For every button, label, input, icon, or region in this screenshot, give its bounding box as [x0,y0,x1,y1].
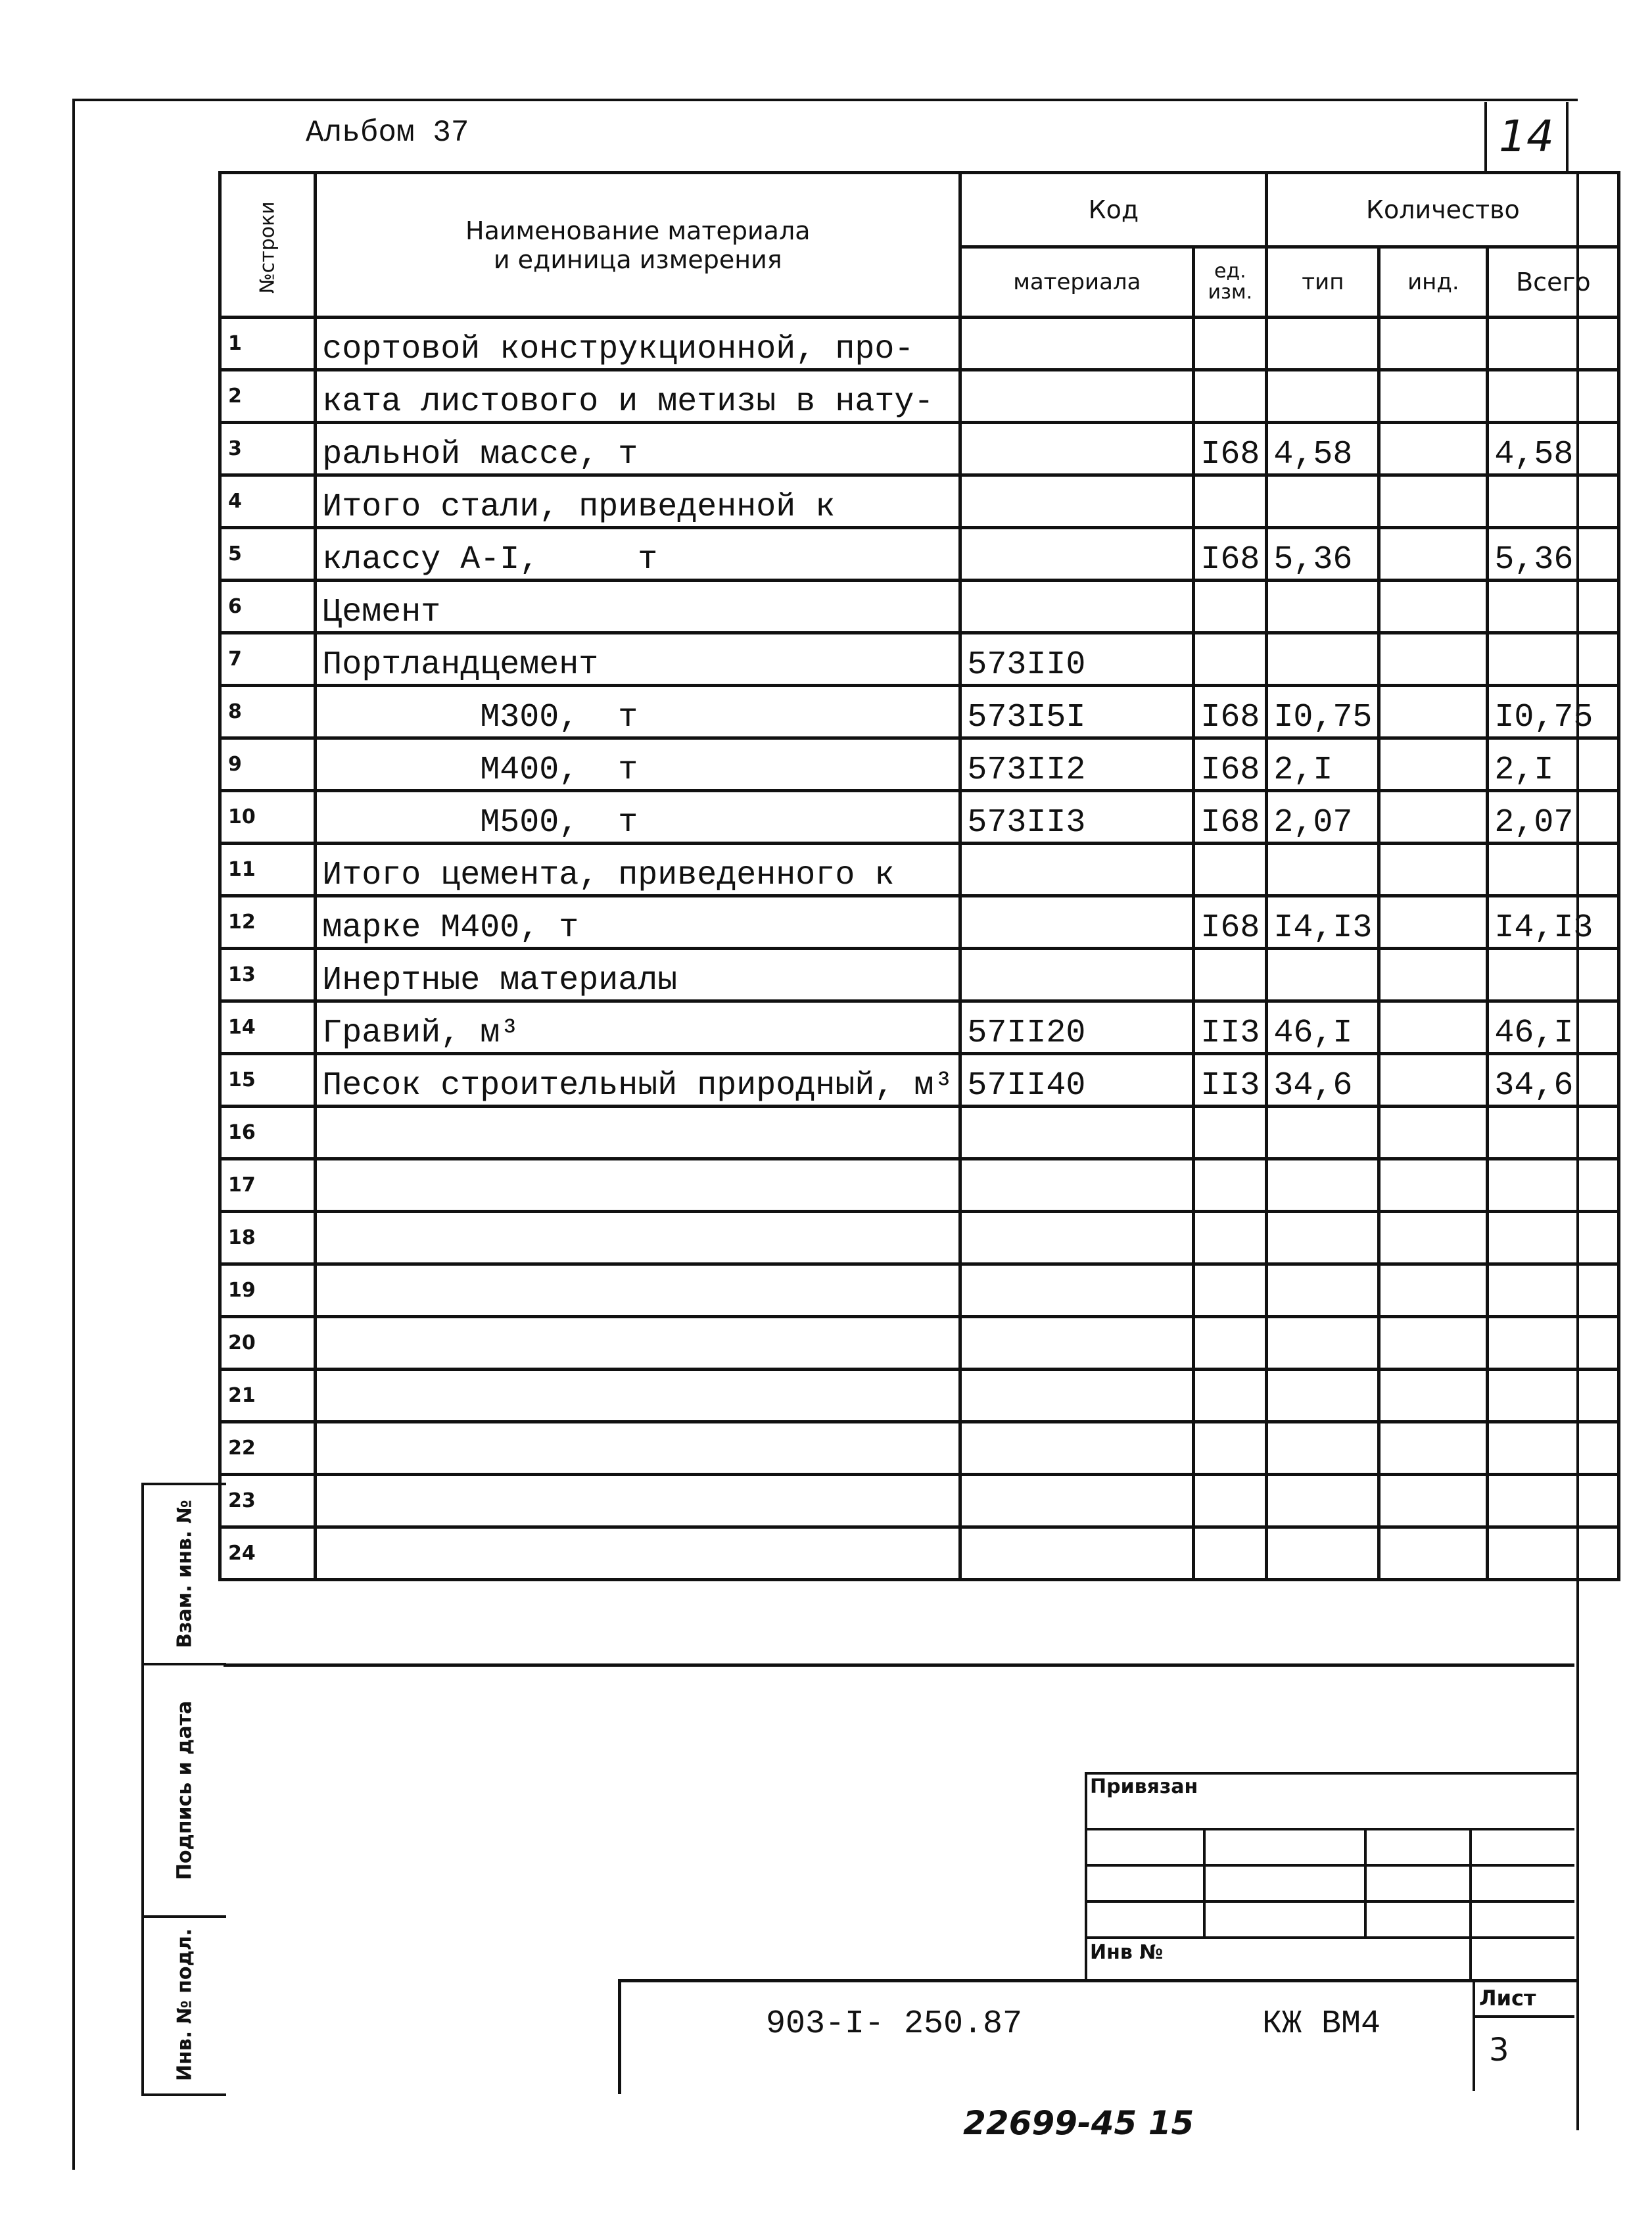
cell-ind [1379,370,1488,423]
cell-name: классу А-I, т [316,528,960,581]
cell-unit [1194,581,1267,633]
cell-code [960,1317,1194,1370]
cell-type: 2,I [1267,738,1379,791]
header-qty-total: Всего [1488,247,1619,317]
cell-name [316,1317,960,1370]
cell-type [1267,1317,1379,1370]
cell-code [960,475,1194,528]
cell-type [1267,581,1379,633]
cell-name: Цемент [316,581,960,633]
table-row [220,1264,1619,1317]
cell-name [316,1370,960,1422]
cell-code: 573I5I [960,686,1194,738]
cell-total [1488,318,1619,370]
table-row [220,686,1619,738]
row-number: 24 [220,1527,316,1580]
row-number: 7 [220,633,316,686]
frame-top-line [72,99,1578,101]
cell-name: Гравий, м³ [316,1001,960,1054]
cell-type [1267,844,1379,896]
header-code: Код [960,173,1267,247]
cell-code: 573II3 [960,791,1194,844]
cell-ind [1379,1475,1488,1527]
row-number: 1 [220,318,316,370]
side-label-vzam: Взам. инв. № [173,1500,197,1648]
cell-name [316,1422,960,1475]
cell-unit [1194,844,1267,896]
cell-unit: I68 [1194,791,1267,844]
cell-name: ката листового и метизы в нату- [316,370,960,423]
row-number: 2 [220,370,316,423]
document-number: 903-I- 250.87 [766,2005,1023,2043]
row-number: 12 [220,896,316,949]
header-code-material: материала [960,247,1194,317]
corner-sheet-number: 14 [1484,102,1569,174]
cell-type: I4,I3 [1267,896,1379,949]
cell-ind [1379,581,1488,633]
cell-name: М300, т [316,686,960,738]
row-number: 11 [220,844,316,896]
table-row [220,475,1619,528]
row-number: 4 [220,475,316,528]
cell-unit [1194,1264,1267,1317]
cell-type [1267,1212,1379,1264]
cell-code [960,1422,1194,1475]
cell-ind [1379,1054,1488,1107]
cell-ind [1379,1527,1488,1580]
cell-ind [1379,1001,1488,1054]
cell-code: 573II0 [960,633,1194,686]
cell-unit [1194,475,1267,528]
header-code-unit: ед. изм. [1194,247,1267,317]
table-row [220,896,1619,949]
cell-total: I0,75 [1488,686,1619,738]
cell-total [1488,1370,1619,1422]
cell-name: Инертные материалы [316,949,960,1001]
row-number: 21 [220,1370,316,1422]
cell-total: 46,I [1488,1001,1619,1054]
cell-type [1267,1370,1379,1422]
table-row [220,1370,1619,1422]
binding-divider-1 [1203,1828,1206,1936]
table-row [220,528,1619,581]
cell-name [316,1475,960,1527]
cell-ind [1379,1107,1488,1159]
row-number: 17 [220,1159,316,1212]
table-row [220,1317,1619,1370]
side-cell-inv [144,1918,226,2091]
cell-unit [1194,633,1267,686]
cell-total [1488,1475,1619,1527]
cell-unit: I68 [1194,896,1267,949]
cell-name [316,1527,960,1580]
cell-code [960,423,1194,475]
cell-type: I0,75 [1267,686,1379,738]
cell-ind [1379,686,1488,738]
cell-total [1488,370,1619,423]
row-number: 22 [220,1422,316,1475]
cell-ind [1379,528,1488,581]
cell-unit [1194,318,1267,370]
header-material-name [316,173,960,318]
row-number: 14 [220,1001,316,1054]
title-sheet-divider [1473,1979,1475,2091]
cell-total [1488,633,1619,686]
sheet-number: 3 [1489,2032,1509,2068]
cell-ind [1379,475,1488,528]
cell-name: Портландцемент [316,633,960,686]
cell-ind [1379,423,1488,475]
cell-total: 2,07 [1488,791,1619,844]
cell-type: 34,6 [1267,1054,1379,1107]
cell-code [960,1475,1194,1527]
cell-type [1267,318,1379,370]
cell-unit [1194,1370,1267,1422]
row-number: 19 [220,1264,316,1317]
cell-code [960,896,1194,949]
inv-label: Инв № [1090,1941,1164,1964]
row-number: 20 [220,1317,316,1370]
row-number: 6 [220,581,316,633]
row-number: 15 [220,1054,316,1107]
cell-total: 34,6 [1488,1054,1619,1107]
cell-total [1488,1527,1619,1580]
binding-divider-3 [1469,1828,1472,1979]
cell-unit [1194,1159,1267,1212]
cell-type [1267,633,1379,686]
side-label-podpis: Подпись и дата [173,1700,197,1880]
cell-code: 57II20 [960,1001,1194,1054]
table-row [220,1422,1619,1475]
header-qty-ind: инд. [1379,247,1488,317]
cell-name [316,1212,960,1264]
cell-ind [1379,844,1488,896]
cell-code [960,1107,1194,1159]
cell-ind [1379,1212,1488,1264]
header-quantity: Количество [1267,173,1619,247]
cell-name: М500, т [316,791,960,844]
cell-total: 4,58 [1488,423,1619,475]
cell-total [1488,475,1619,528]
cell-ind [1379,738,1488,791]
cell-unit [1194,1107,1267,1159]
cell-name: Песок строительный природный, м³ [316,1054,960,1107]
cell-ind [1379,633,1488,686]
cell-total [1488,949,1619,1001]
cell-total [1488,581,1619,633]
table-row [220,844,1619,896]
cell-code [960,1159,1194,1212]
cell-type [1267,1422,1379,1475]
table-row [220,949,1619,1001]
binding-label: Привязан [1090,1775,1198,1798]
cell-unit: I68 [1194,528,1267,581]
cell-unit: II3 [1194,1001,1267,1054]
cell-code [960,1370,1194,1422]
cell-total: 2,I [1488,738,1619,791]
table-row [220,791,1619,844]
table-row [220,370,1619,423]
cell-code [960,844,1194,896]
cell-total [1488,1159,1619,1212]
cell-total [1488,1264,1619,1317]
header-row-number-label: №строки [256,201,279,294]
cell-name [316,1264,960,1317]
document-code: КЖ ВМ4 [1262,2005,1381,2043]
sheet-label: Лист [1479,1986,1536,2011]
binding-line-4 [1085,1936,1574,1939]
table-row [220,1475,1619,1527]
cell-total [1488,1422,1619,1475]
title-sheet-line [1473,2015,1574,2018]
cell-type: 5,36 [1267,528,1379,581]
row-number: 8 [220,686,316,738]
table-row [220,1001,1619,1054]
binding-line-2 [1085,1864,1574,1867]
cell-ind [1379,1422,1488,1475]
binding-line-1 [1085,1828,1574,1830]
cell-unit [1194,370,1267,423]
archive-number: 22699-45 15 [963,2104,1194,2142]
table-row [220,633,1619,686]
cell-type [1267,1264,1379,1317]
cell-total: I4,I3 [1488,896,1619,949]
cell-ind [1379,1370,1488,1422]
cell-type [1267,475,1379,528]
row-number: 23 [220,1475,316,1527]
cell-unit [1194,1317,1267,1370]
row-number: 5 [220,528,316,581]
table-row [220,1212,1619,1264]
cell-unit: I68 [1194,423,1267,475]
cell-unit [1194,1422,1267,1475]
cell-unit [1194,1527,1267,1580]
cell-type [1267,949,1379,1001]
title-block [618,1979,1578,2094]
side-cell-vzam [144,1485,226,1665]
cell-ind [1379,1159,1488,1212]
cell-unit: II3 [1194,1054,1267,1107]
cell-type: 46,I [1267,1001,1379,1054]
table-row [220,1159,1619,1212]
album-title: Альбом 37 [306,116,469,150]
cell-ind [1379,318,1488,370]
cell-type: 4,58 [1267,423,1379,475]
cell-name [316,1107,960,1159]
cell-name: марке М400, т [316,896,960,949]
table-row [220,738,1619,791]
cell-ind [1379,791,1488,844]
cell-code [960,581,1194,633]
cell-type [1267,1159,1379,1212]
cell-type [1267,1475,1379,1527]
cell-code [960,1264,1194,1317]
cell-type [1267,1527,1379,1580]
material-spec-table [218,171,1620,1581]
side-label-inv: Инв. № подл. [173,1928,197,2081]
header-row-number [220,173,316,318]
cell-total [1488,1317,1619,1370]
cell-unit: I68 [1194,686,1267,738]
cell-unit [1194,949,1267,1001]
cell-code: 573II2 [960,738,1194,791]
row-number: 10 [220,791,316,844]
row-number: 18 [220,1212,316,1264]
row-number: 16 [220,1107,316,1159]
cell-code: 57II40 [960,1054,1194,1107]
cell-unit: I68 [1194,738,1267,791]
cell-code [960,318,1194,370]
header-material-name-line2: и единица измерения [493,245,782,274]
cell-type [1267,370,1379,423]
table-row [220,1107,1619,1159]
cell-ind [1379,1317,1488,1370]
cell-ind [1379,949,1488,1001]
table-row [220,581,1619,633]
header-qty-type: тип [1267,247,1379,317]
cell-name: М400, т [316,738,960,791]
cell-name: ральной массе, т [316,423,960,475]
table-row [220,423,1619,475]
cell-total [1488,844,1619,896]
cell-unit [1194,1475,1267,1527]
side-stamp-strip [141,1483,226,2096]
binding-line-3 [1085,1900,1574,1903]
cell-name: сортовой конструкционной, про- [316,318,960,370]
cell-unit [1194,1212,1267,1264]
cell-code [960,949,1194,1001]
table-row [220,318,1619,370]
frame-left-line [72,99,75,2170]
cell-type: 2,07 [1267,791,1379,844]
table-body [220,318,1619,1580]
header-material-name-line1: Наименование материала [465,216,811,245]
table-row [220,1527,1619,1580]
cell-code [960,528,1194,581]
cell-code [960,1527,1194,1580]
cell-name: Итого стали, приведенной к [316,475,960,528]
cell-name: Итого цемента, приведенного к [316,844,960,896]
binding-divider-2 [1364,1828,1367,1936]
cell-name [316,1159,960,1212]
cell-code [960,1212,1194,1264]
cell-code [960,370,1194,423]
cell-total: 5,36 [1488,528,1619,581]
row-number: 3 [220,423,316,475]
cell-total [1488,1212,1619,1264]
cell-ind [1379,896,1488,949]
row-number: 13 [220,949,316,1001]
table-row [220,1054,1619,1107]
cell-total [1488,1107,1619,1159]
row-number: 9 [220,738,316,791]
cell-ind [1379,1264,1488,1317]
cell-type [1267,1107,1379,1159]
side-cell-podpis [144,1665,226,1918]
